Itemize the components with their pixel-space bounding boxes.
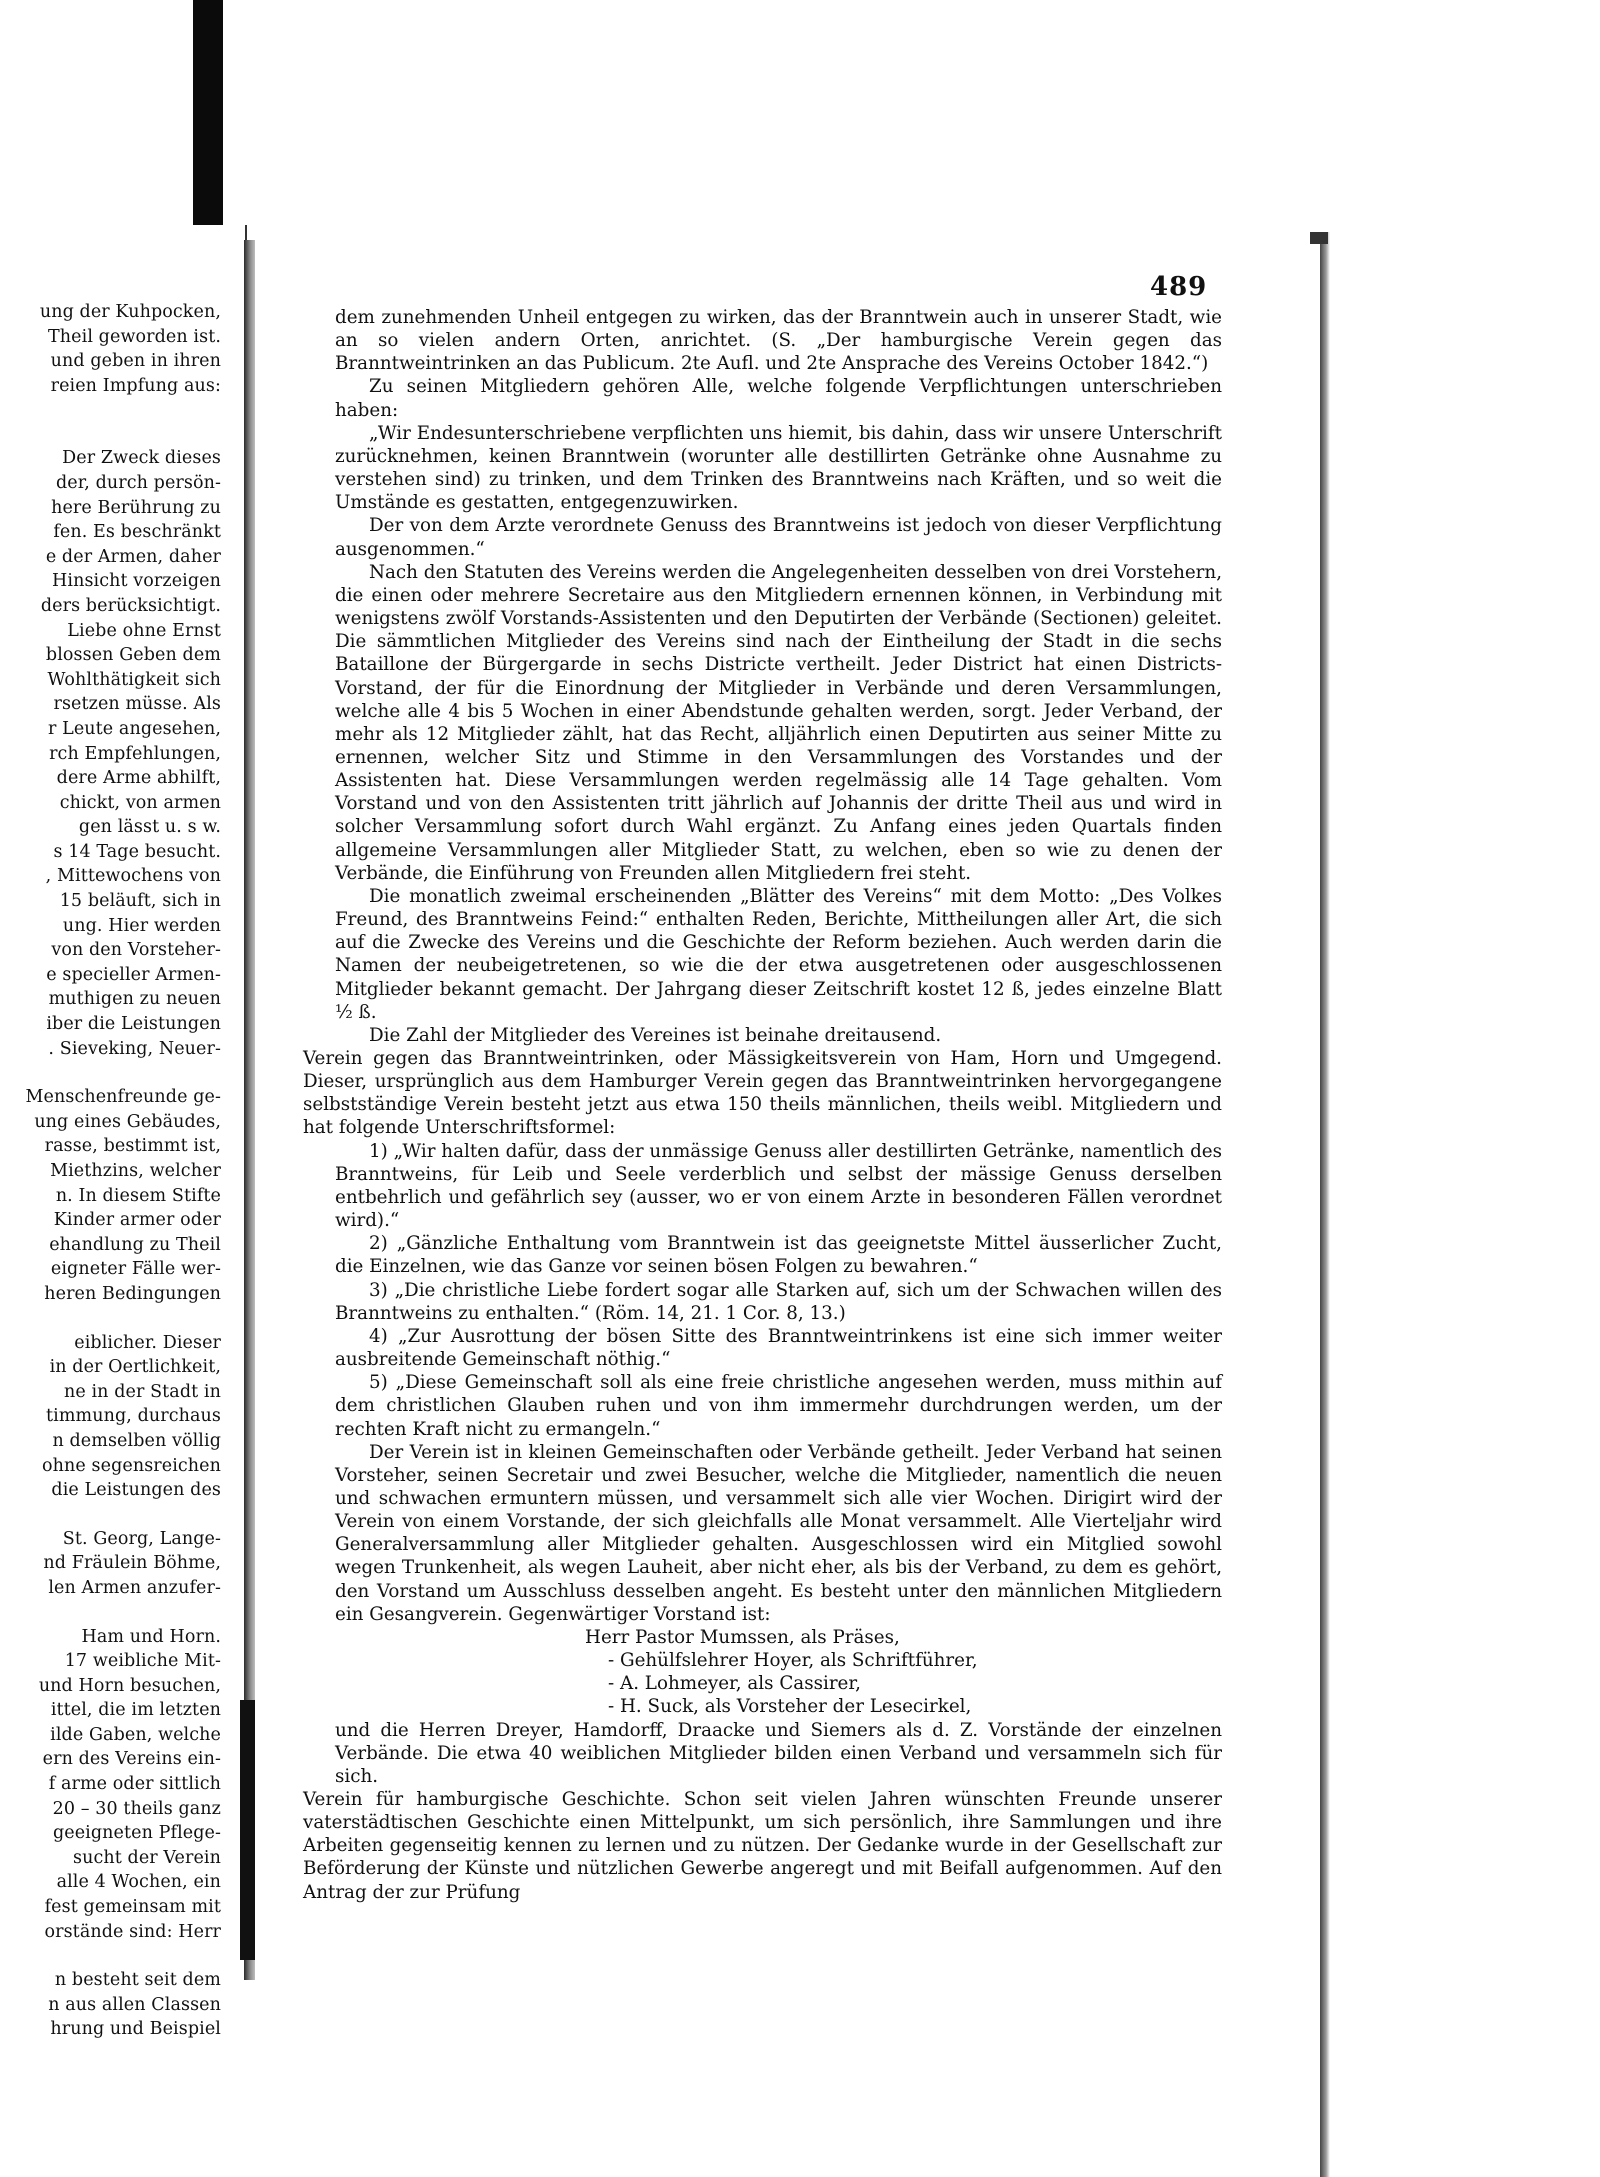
paragraph: 1) „Wir halten dafür, dass der unmässige Genuss aller destillirten Getränke, namentlich des Branntweins, für Leib und Seele verderblich und selbst der mässige Genuss derselben entbehrlich und gefährlich sey (ausser, wo er von einem Arzte in besonderen Fällen verordnet wird).“: [335, 1140, 1222, 1232]
left-page-text-line: ehandlung zu Theil: [49, 1234, 221, 1255]
left-page-text-line: n demselben völlig: [52, 1430, 221, 1451]
left-page-blank-line: [0, 1944, 221, 1968]
paragraph: Die monatlich zweimal erscheinenden „Blätter des Vereins“ mit dem Motto: „Des Volkes Freund, des Branntweins Feind:“ enthalten Reden, Berichte, Mittheilungen aller Art, die sich auf die Zwecke des Vereins und die Geschichte der Reform beziehen. Auch werden darin die Namen der neubeigetretenen, so wie die der etwa ausgetretenen oder ausgeschlossenen Mitglieder bekannt gemacht. Der Jahrgang dieser Zeitschrift kostet 12 ß, jedes einzelne Blatt ½ ß.: [335, 885, 1222, 1023]
left-page-text-line: fen. Es beschränkt: [53, 522, 221, 543]
left-page-text-line: alle 4 Wochen, ein: [56, 1872, 221, 1893]
left-page-text-line: rch Empfehlungen,: [49, 743, 221, 764]
left-page-text-line: 20 – 30 theils ganz: [52, 1798, 221, 1819]
paragraph: - H. Suck, als Vorsteher der Lesecirkel,: [608, 1696, 972, 1718]
left-page-text-line: f arme oder sittlich: [48, 1774, 221, 1795]
paragraph: 4) „Zur Ausrottung der bösen Sitte des Branntweintrinkens ist eine sich immer weiter ausbreitende Gemeinschaft nöthig.“: [335, 1325, 1222, 1371]
binding-edge: [193, 0, 223, 245]
left-page-text-line: Liebe ohne Ernst: [67, 620, 221, 641]
paragraph: Der Verein ist in kleinen Gemeinschaften oder Verbände getheilt. Jeder Verband hat seinen Vorsteher, seinen Secretair und zwei Besucher, welche die Mitglieder, namentlich die neuen und schwachen ermuntern müssen, und versammelt sich alle vier Wochen. Dirigirt wird der Verein von einem Vorstande, der sich gleichfalls alle Monat versammelt. Alle Vierteljahr wird Generalversammlung aller Mitglieder gehalten. Ausgeschlossen wird ein Mitglied sowohl wegen Trunkenheit, als wegen Lauheit, aber nicht eher, als bis der Verband, zu dem es gehört, den Vorstand um Ausschluss desselben angeht. Es besteht unter den männlichen Mitgliedern ein Gesangverein. Gegenwärtiger Vorstand ist:: [335, 1441, 1222, 1625]
left-page-text-line: 15 beläuft, sich in: [59, 891, 221, 912]
left-page-text-line: geeigneten Pflege-: [52, 1823, 221, 1844]
left-page-text-line: sucht der Verein: [73, 1847, 221, 1868]
left-page-text-line: iber die Leistungen: [46, 1014, 221, 1035]
left-page-text-line: der, durch persön-: [55, 472, 221, 493]
left-page-text-line: und geben in ihren: [50, 351, 221, 372]
left-page-text-line: ilde Gaben, welche: [50, 1724, 221, 1745]
paragraph: 5) „Diese Gemeinschaft soll als eine freie christliche angesehen werden, muss mithin auf dem christlichen Glauben ruhen und von ihm immermehr durchdrungen werden, um der rechten Kraft nicht zu ermangeln.“: [335, 1372, 1222, 1440]
left-page-blank-line: [0, 422, 221, 446]
paragraph: Der von dem Arzte verordnete Genuss des Branntweins ist jedoch von dieser Verpflichtung ausgenommen.“: [335, 515, 1222, 560]
left-page-text-line: ern des Vereins ein-: [42, 1749, 221, 1770]
left-page-text-line: heren Bedingungen: [44, 1283, 221, 1304]
paragraph: Die Zahl der Mitglieder des Vereines ist beinahe dreitausend.: [369, 1024, 942, 1046]
paragraph: - A. Lohmeyer, als Cassirer,: [608, 1673, 861, 1695]
left-page-text-line: Hinsicht vorzeigen: [52, 571, 221, 592]
paragraph: Verein gegen das Branntweintrinken, oder Mässigkeitsverein von Ham, Horn und Umgegend. Dieser, ursprünglich aus dem Hamburger Verein gegen das Branntweintrinken hervorgegangene selbstständige Verein besteht jetzt aus etwa 150 theils männlichen, theils weibl. Mitgliedern und hat folgende Unterschriftsformel:: [303, 1048, 1222, 1139]
left-page-text-line: und Horn besuchen,: [38, 1675, 221, 1696]
left-page-text-line: r Leute angesehen,: [48, 718, 221, 739]
paragraph: 3) „Die christliche Liebe fordert sogar alle Starken auf, sich um der Schwachen willen des Branntweins zu enthalten.“ (Röm. 14, 21. 1 Cor. 8, 13.): [335, 1279, 1222, 1324]
left-page-text-line: timmung, durchaus: [46, 1406, 221, 1427]
left-page-text-line: Wohlthätigkeit sich: [47, 669, 221, 690]
left-page-text-line: gen lässt u. s w.: [78, 817, 221, 838]
left-page-text-line: orstände sind: Herr: [44, 1921, 221, 1942]
left-page-blank-line: [0, 1601, 221, 1625]
left-page-text-line: , Mittewochens von: [45, 866, 221, 887]
paragraph: dem zunehmenden Unheil entgegen zu wirken, das der Branntwein auch in unserer Stadt, wie an so vielen andern Orten, anrichtet. (S. „Der hamburgische Verein gegen das Branntweintrinken an das Publicum. 2te Aufl. und 2te Ansprache des Vereins October 1842.“): [335, 307, 1222, 375]
right-page-corner-shadow: [1310, 232, 1328, 244]
left-page-text-line: muthigen zu neuen: [48, 989, 221, 1010]
left-page-text-line: Ham und Horn.: [81, 1626, 221, 1647]
left-page-text-line: eiblicher. Dieser: [74, 1332, 221, 1353]
left-facing-page: [0, 225, 247, 2040]
left-page-text-line: reien Impfung aus:: [50, 375, 221, 396]
left-page-text-line: nd Fräulein Böhme,: [43, 1553, 221, 1574]
left-page-text-line: e specieller Armen-: [46, 964, 221, 985]
right-page-edge: [1320, 232, 1330, 2177]
left-page-text-line: here Berührung zu: [51, 497, 221, 518]
paragraph: Nach den Statuten des Vereins werden die Angelegenheiten desselben von drei Vorstehern, die einen oder mehrere Secretaire aus den Mitgliedern ernennen können, in Verbindung mit wenigstens zwölf Vorstands-Assistenten und den Deputirten der Verbände (Sectionen) geleitet. Die sämmtlichen Mitglieder des Vereins sind nach der Eintheilung der Stadt in die sechs Bataillone der Bürgergarde in sechs Districte vertheilt. Jeder District hat einen Districts-Vorstand, der für die Einordnung der Mitglieder in Verbände und deren Versammlungen, welche alle 4 bis 5 Wochen in einer Abendstunde gehalten werden, sorgt. Jeder Verband, der mehr als 12 Mitglieder zählt, hat das Recht, alljährlich einen Deputirten aus seiner Mitte zu ernennen, welcher Sitz und Stimme in den Versammlungen des Vorstandes und der Assistenten hat. Diese Versammlungen werden regelmässig alle 14 Tage gehalten. Vom Vorstand und von den Assistenten tritt jährlich auf Johannis der dritte Theil aus und wird in solcher Versammlung sofort durch Wahl ergänzt. Zu Anfang eines jeden Quartals finden allgemeine Versammlungen aller Mitglieder Statt, zu welchen, eben so wie zu denen der Verbände, die Einführung von Freunden allen Mitgliedern frei steht.: [335, 561, 1222, 884]
left-page-text-line: eigneter Fälle wer-: [50, 1259, 221, 1280]
left-page-text-line: ung der Kuhpocken,: [39, 302, 221, 322]
left-page-text-line: blossen Geben dem: [45, 645, 221, 666]
right-page-body-text: [303, 306, 1222, 1904]
paragraph: 2) „Gänzliche Enthaltung vom Branntwein ist das geeignetste Mittel äusserlicher Zucht, die Einzelnen, wie das Ganze vor seinen bösen Folgen zu bewahren.“: [335, 1233, 1222, 1278]
paragraph: Zu seinen Mitgliedern gehören Alle, welche folgende Verpflichtungen unterschrieben haben:: [335, 376, 1222, 421]
left-page-text-line: dere Arme abhilft,: [56, 768, 221, 789]
left-page-text-line: hrung und Beispiel: [50, 2019, 221, 2040]
left-page-text-line: ne in der Stadt in: [63, 1381, 221, 1402]
left-page-blank-line: [0, 1503, 221, 1527]
left-page-text-line: Kinder armer oder: [53, 1210, 221, 1231]
left-page-text-line: Der Zweck dieses: [62, 448, 221, 469]
left-page-text-line: Menschenfreunde ge-: [25, 1087, 221, 1108]
left-page-text-line: 17 weibliche Mit-: [64, 1651, 221, 1672]
left-page-text-line: n aus allen Classen: [48, 1994, 221, 2015]
left-page-blank-line: [0, 1061, 221, 1085]
left-page-text-column: [0, 300, 221, 2042]
left-page-blank-line: [0, 398, 221, 422]
left-page-text-line: n besteht seit dem: [54, 1970, 221, 1991]
left-page-text-line: fest gemeinsam mit: [44, 1897, 221, 1918]
left-page-text-line: . Sieveking, Neuer-: [48, 1038, 221, 1059]
left-page-text-line: St. Georg, Lange-: [62, 1528, 221, 1549]
left-page-text-line: ung. Hier werden: [62, 915, 221, 936]
paragraph: „Wir Endesunterschriebene verpflichten uns hiemit, bis dahin, dass wir unsere Unterschrift zurücknehmen, keinen Branntwein (worunter alle destillirten Getränke ohne Ausnahme zu verstehen sind) zu trinken, und dem Trinken des Branntweins nach Kräften, und so weit die Umstände es gestatten, entgegenzuwirken.: [335, 422, 1222, 514]
paragraph: Verein für hamburgische Geschichte. Schon seit vielen Jahren wünschten Freunde unserer vaterstädtischen Geschichte einen Mittelpunkt, um sich persönlich, ihre Sammlungen und ihre Arbeiten gegenseitig kennen zu lernen und zu nützen. Der Gedanke wurde in der Gesellschaft zur Beförderung der Künste und nützlichen Gewerbe angeregt und mit Beifall aufgenommen. Auf den Antrag der zur Prüfung: [303, 1789, 1222, 1903]
left-page-text-line: ders berücksichtigt.: [40, 595, 221, 616]
page-number: 489: [1150, 272, 1208, 302]
left-page-text-line: s 14 Tage besucht.: [53, 841, 221, 862]
left-page-text-line: rsetzen müsse. Als: [53, 694, 221, 715]
left-page-text-line: chickt, von armen: [59, 792, 221, 813]
paragraph: - Gehülfslehrer Hoyer, als Schriftführer,: [608, 1650, 978, 1672]
left-page-text-line: e der Armen, daher: [45, 546, 221, 567]
left-page-text-line: ohne segensreichen: [42, 1455, 221, 1476]
left-page-text-line: Miethzins, welcher: [50, 1161, 221, 1181]
paragraph: Herr Pastor Mumssen, als Präses,: [585, 1626, 900, 1648]
left-page-text-line: ung eines Gebäudes,: [34, 1111, 221, 1132]
left-page-text-line: n. In diesem Stifte: [55, 1185, 221, 1206]
left-page-blank-line: [0, 1307, 221, 1331]
left-page-text-line: in der Oertlichkeit,: [49, 1357, 221, 1378]
left-page-text-line: len Armen anzufer-: [48, 1577, 221, 1598]
left-page-text-line: Theil geworden ist.: [48, 326, 221, 347]
left-page-text-line: die Leistungen des: [51, 1480, 221, 1501]
left-page-text-line: rasse, bestimmt ist,: [44, 1136, 221, 1157]
paragraph: und die Herren Dreyer, Hamdorff, Draacke und Siemers als d. Z. Vorstände der einzelnen Verbände. Die etwa 40 weiblichen Mitglieder bilden einen Verband und versammeln sich für sich.: [335, 1719, 1222, 1787]
left-page-text-line: ittel, die im letzten: [50, 1700, 221, 1721]
left-page-text-line: von den Vorsteher-: [51, 940, 221, 961]
